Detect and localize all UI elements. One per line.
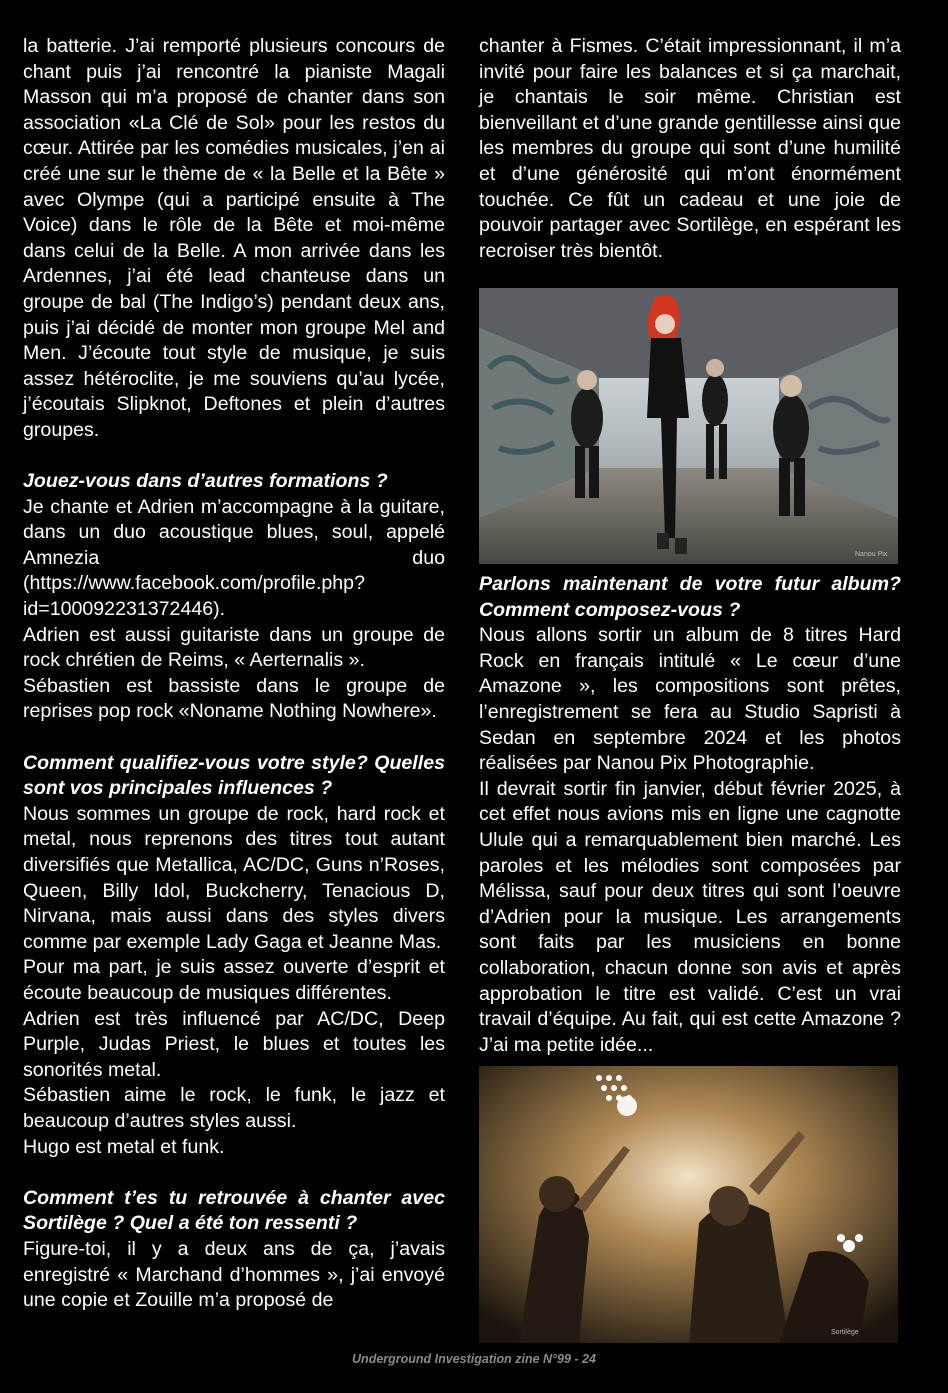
answer-paragraph: Je chante et Adrien m’accompagne à la guitare, dans un duo acoustique blues, soul, appelé Amnezia duo (https://www.facebook.com/profile.php?id=100092231372446). [23,495,445,621]
page-footer: Underground Investigation zine N°99 - 24 [352,1352,596,1366]
answer-paragraph: Sébastien est bassiste dans le groupe de reprises pop rock «Noname Nothing Nowhere». [23,674,445,723]
question-sortilege: Comment t’es tu retrouvée à chanter avec Sortilège ? Quel a été ton ressenti ? [23,1186,445,1235]
right-column-lower [479,572,901,1058]
answer-paragraph: Adrien est aussi guitariste dans un groupe de rock chrétien de Reims, « Aerternalis ». [23,623,445,672]
svg-text:Sortilège: Sortilège [831,1329,859,1336]
continued-paragraph: chanter à Fismes. C’était impressionnant, il m’a invité pour faire les balances et si ça marchait, je chantais le soir même. Christian est bienveillant et d’une grande gentillesse ainsi que les membres du groupe qui sont d’une humilité et d’une générosité qui m’ont énormément touchée. Ce fût un cadeau et une joie de pouvoir partager avec Sortilège, en espérant les recroiser très bientôt. [479,35,901,262]
answer-paragraph: Hugo est metal et funk. [23,1135,225,1158]
answer-paragraph: Figure-toi, il y a deux ans de ça, j’avais enregistré « Marchand d’hommes », j’ai envoyé une copie et Zouille m’a proposé de [23,1237,445,1312]
answer-paragraph: Sébastien aime le rock, le funk, le jazz et beaucoup d’autres styles aussi. [23,1084,445,1132]
question-other-bands: Jouez-vous dans d’autres formations ? [23,470,388,493]
question-album: Parlons maintenant de votre futur album? Comment composez-vous ? [479,573,901,621]
answer-paragraph: Nous sommes un groupe de rock, hard rock et metal, nous reprenons des titres tout autant diversifiés que Metallica, AC/DC, Guns n’Roses, Queen, Billy Idol, Buckcherry, Tenacious D, Nirvana, mais aussi dans des styles divers comme par exemple Lady Gaga et Jeanne Mas. [23,802,445,953]
svg-text:Nanou Pix: Nanou Pix [855,551,888,558]
right-column [479,34,901,264]
band-live-concert-photo [479,1066,898,1343]
band-photo-corridor [479,288,898,564]
answer-paragraph: Nous allons sortir un album de 8 titres Hard Rock en français intitulé « Le cœur d’une Amazone », les compositions sont prêtes, l’enregistrement se fera au Studio Sapristi à Sedan en septembre 2024 et les photos réalisées par Nanou Pix Photographie. [479,624,901,775]
answer-paragraph: Pour ma part, je suis assez ouverte d’esprit et écoute beaucoup de musiques différentes. [23,956,445,1004]
answer-paragraph: Il devrait sortir fin janvier, début février 2025, à cet effet nous avions mis en ligne une cagnotte Ulule qui a remarquablement bien marché. Les paroles et les mélodies sont composées par Mélissa, sauf pour deux titres qui sont l’oeuvre d’Adrien pour la musique. Les arrangements sont faits par les musiciens en bonne collaboration, chacun donne son avis et après approbation le titre est validé. C’est un vrai travail d’équipe. Au fait, qui est cette Amazone ? J’ai ma petite idée... [479,777,901,1056]
answer-paragraph: Adrien est très influencé par AC/DC, Deep Purple, Judas Priest, le blues et toutes les sonorités metal. [23,1007,445,1081]
question-style-influences: Comment qualifiez-vous votre style? Quelles sont vos principales influences ? [23,751,445,800]
left-column [23,34,445,1314]
intro-paragraph: la batterie. J’ai remporté plusieurs concours de chant puis j’ai rencontré la pianiste Magali Masson qui m’a proposé de chanter dans son association «La Clé de Sol» pour les restos du cœur. Attirée par les comédies musicales, j’en ai créé une sur le thème de « la Belle et la Bête » avec Olympe (qui a participé ensuite à The Voice) dans le rôle de la Bête et moi-même dans celui de la Belle. A mon arrivée dans les Ardennes, j’ai été lead chanteuse dans un groupe de bal (The Indigo’s) pendant deux ans, puis j’ai décidé de monter mon groupe Mel and Men. J’écoute tout style de musique, je suis assez hétéroclite, je me souviens qu’au lycée, j’écoutais Slipknot, Deftones et plein d’autres groupes. [23,35,445,441]
